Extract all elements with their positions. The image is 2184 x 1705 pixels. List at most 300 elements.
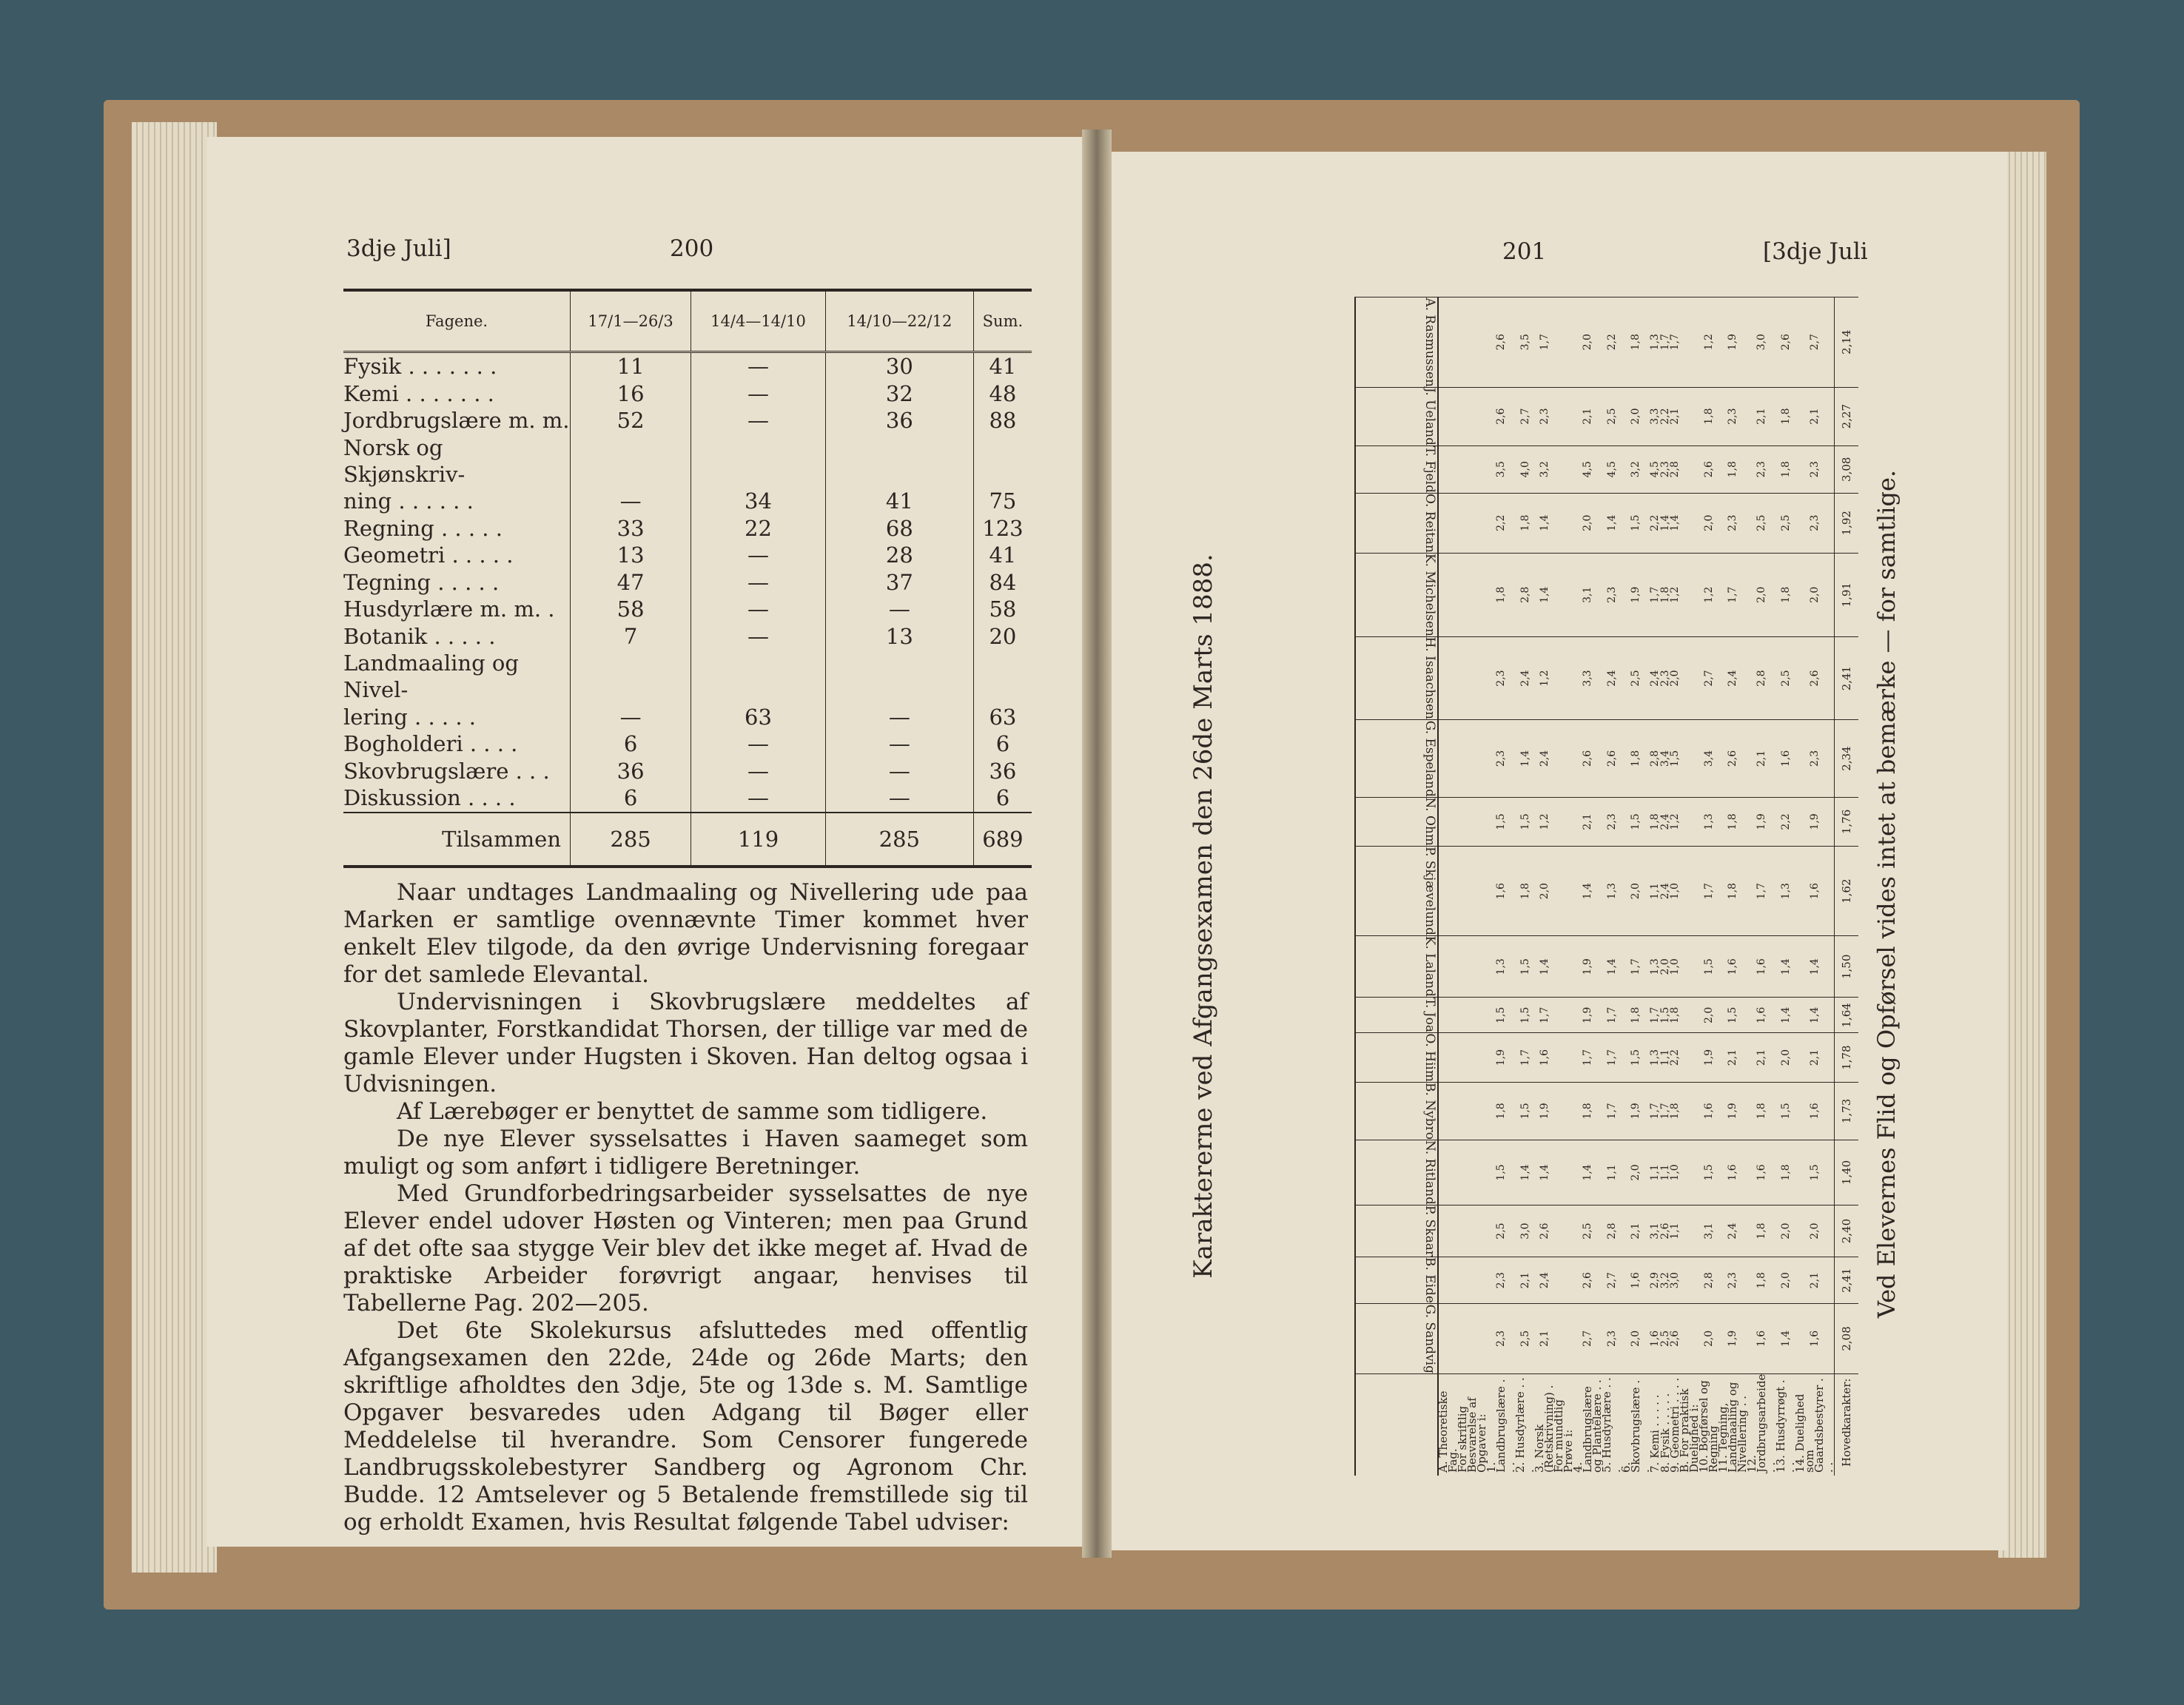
grade-cell: 2,1 bbox=[1747, 387, 1776, 445]
grade-cell: 1,5 bbox=[1776, 1082, 1795, 1140]
grade-cell: 1,8 bbox=[1622, 720, 1650, 797]
hours-cell: 7 bbox=[571, 623, 691, 650]
grade-cell: 2,3 bbox=[1535, 387, 1554, 445]
grade-cell: 1,7 bbox=[1650, 998, 1660, 1033]
hours-cell: — bbox=[691, 596, 826, 623]
main-grade-cell: 2,40 bbox=[1835, 1205, 1859, 1257]
grade-cell: 1,1 bbox=[1650, 847, 1660, 936]
grade-cell bbox=[1680, 636, 1699, 720]
hours-cell: — bbox=[825, 758, 973, 785]
grade-row bbox=[1487, 297, 1516, 1476]
grade-cell: 1,4 bbox=[1602, 493, 1622, 553]
grade-cell: 2,5 bbox=[1573, 1205, 1602, 1257]
grade-cell: 1,2 bbox=[1670, 553, 1680, 636]
body-text bbox=[343, 879, 1028, 1536]
grade-cell: 4,5 bbox=[1602, 445, 1622, 493]
hours-cell: 16 bbox=[571, 380, 691, 408]
total-cell: 285 bbox=[825, 813, 973, 867]
grade-cell: 1,1 bbox=[1660, 1033, 1670, 1083]
grade-cell: 1,9 bbox=[1795, 797, 1835, 847]
hours-cell: 48 bbox=[973, 380, 1032, 408]
grade-cell bbox=[1438, 720, 1458, 797]
grade-cell: 2,0 bbox=[1776, 1257, 1795, 1304]
grade-cell bbox=[1554, 797, 1573, 847]
hours-cell bbox=[691, 434, 826, 488]
hours-cell: 63 bbox=[973, 703, 1032, 730]
grade-cell: 1,9 bbox=[1573, 998, 1602, 1033]
grade-cell: 2,3 bbox=[1487, 720, 1516, 797]
grade-cell: 1,0 bbox=[1670, 847, 1680, 936]
running-header-left: 3dje Juli] bbox=[346, 235, 451, 262]
grade-cell bbox=[1438, 1304, 1458, 1373]
grade-cell bbox=[1458, 1033, 1487, 1083]
student-name-text: P. Skjævelund bbox=[1422, 847, 1437, 936]
grade-cell: 2,3 bbox=[1602, 553, 1622, 636]
paragraph: Undervisningen i Skovbrugslære meddeltes af Skovplanter, Forstkandidat Thorsen, der tillige var med de gamle Elever under Hugsten i Skoven. Han deltog ogsaa i Udvisningen. bbox=[343, 989, 1028, 1097]
col-header-subject: Fagene. bbox=[343, 290, 571, 352]
grade-cell: 1,7 bbox=[1602, 1082, 1622, 1140]
paragraph: Det 6te Skolekursus afsluttedes med offentlig Afgangsexamen den 22de, 24de og 26de Marts; den skriftlige afholdtes den 3dje, 5te og 13de s. M. Samtlige Opgaver besvaredes uden Adgang til Bøger eller Meddelelse til hverandre. Som Censorer fungerede Landbrugsskolebestyrer Sandberg og Agronom Chr. Budde. 12 Amtselever og 5 Betalende fremstillede sig til og erholdt Examen, hvis Resultat følgende Tabel udviser: bbox=[343, 1317, 1028, 1536]
grade-cell: 1,4 bbox=[1795, 998, 1835, 1033]
grade-cell bbox=[1438, 847, 1458, 936]
grade-cell: 2,3 bbox=[1487, 1257, 1516, 1304]
hours-cell bbox=[825, 434, 973, 488]
grade-cell bbox=[1458, 1140, 1487, 1205]
hours-cell: — bbox=[825, 703, 973, 730]
grade-cell: 3,4 bbox=[1699, 720, 1718, 797]
grade-cell: 2,8 bbox=[1516, 553, 1535, 636]
grade-cell: 2,3 bbox=[1795, 720, 1835, 797]
grade-cell: 1,6 bbox=[1795, 1082, 1835, 1140]
grade-cell: 2,0 bbox=[1535, 847, 1554, 936]
main-grade-cell: 1,62 bbox=[1835, 847, 1859, 936]
table-row bbox=[343, 380, 1032, 408]
table-row bbox=[343, 623, 1032, 650]
grade-cell: 1,8 bbox=[1670, 998, 1680, 1033]
grade-cell: 4,5 bbox=[1573, 445, 1602, 493]
subject-cell: Diskussion . . . . bbox=[343, 785, 516, 811]
hours-cell: 20 bbox=[973, 623, 1032, 650]
grade-cell bbox=[1458, 387, 1487, 445]
grade-row-label: 6. Skovbrugslære . . bbox=[1622, 1373, 1650, 1476]
page-number-right: 201 bbox=[1502, 238, 1547, 265]
grade-row bbox=[1535, 297, 1554, 1476]
grade-cell: 1,8 bbox=[1650, 797, 1660, 847]
grade-cell: 2,3 bbox=[1487, 636, 1516, 720]
total-row bbox=[343, 813, 1032, 867]
hours-cell: 58 bbox=[571, 596, 691, 623]
grade-cell bbox=[1438, 998, 1458, 1033]
running-header-right: [3dje Juli bbox=[1763, 238, 1868, 265]
grade-cell: 4,0 bbox=[1516, 445, 1535, 493]
grade-cell: 2,7 bbox=[1602, 1257, 1622, 1304]
grade-cell: 1,7 bbox=[1650, 553, 1660, 636]
grade-cell bbox=[1680, 720, 1699, 797]
grade-cell: 2,0 bbox=[1699, 493, 1718, 553]
grade-cell bbox=[1438, 1033, 1458, 1083]
grade-cell: 2,6 bbox=[1487, 387, 1516, 445]
grade-cell bbox=[1554, 1205, 1573, 1257]
rotated-grades-block bbox=[1184, 287, 1924, 1486]
grade-cell: 1,5 bbox=[1670, 720, 1680, 797]
grade-cell: 2,1 bbox=[1747, 1033, 1776, 1083]
grade-cell: 2,1 bbox=[1747, 720, 1776, 797]
grade-cell: 1,8 bbox=[1776, 1140, 1795, 1205]
hours-cell bbox=[571, 434, 691, 488]
col-header-sum: Sum. bbox=[973, 290, 1032, 352]
grade-cell: 1,6 bbox=[1776, 720, 1795, 797]
grade-cell: 1,5 bbox=[1699, 1140, 1718, 1205]
grade-cell: 1,8 bbox=[1747, 1205, 1776, 1257]
grade-cell bbox=[1554, 847, 1573, 936]
student-name bbox=[1355, 936, 1438, 998]
grade-cell: 1,7 bbox=[1650, 1082, 1660, 1140]
grade-cell: 2,0 bbox=[1660, 936, 1670, 998]
hours-cell: — bbox=[691, 758, 826, 785]
grade-cell: 1,8 bbox=[1516, 493, 1535, 553]
hours-cell: — bbox=[691, 380, 826, 408]
grade-cell: 1,8 bbox=[1718, 445, 1747, 493]
grade-cell: 1,4 bbox=[1602, 936, 1622, 998]
grade-cell: 1,3 bbox=[1602, 847, 1622, 936]
grade-cell: 2,4 bbox=[1535, 720, 1554, 797]
table-row bbox=[343, 542, 1032, 569]
grade-cell: 1,6 bbox=[1699, 1082, 1718, 1140]
grade-row bbox=[1795, 297, 1835, 1476]
subject-cell: Husdyrlære m. m. . bbox=[343, 596, 555, 622]
grade-row-label: 13. Husdyrrøgt . . . bbox=[1776, 1373, 1795, 1476]
grade-row bbox=[1554, 297, 1573, 1476]
student-name bbox=[1355, 1257, 1438, 1304]
student-name bbox=[1355, 297, 1438, 387]
grade-cell: 1,4 bbox=[1535, 553, 1554, 636]
grade-cell: 2,6 bbox=[1660, 1205, 1670, 1257]
grade-cell bbox=[1680, 1257, 1699, 1304]
grade-row-label: B. For praktisk Duelighed i: bbox=[1680, 1373, 1699, 1476]
grade-cell: 2,6 bbox=[1535, 1205, 1554, 1257]
grade-row-label: 8. Fysik . . . . . bbox=[1660, 1373, 1670, 1476]
grade-cell: 2,0 bbox=[1699, 998, 1718, 1033]
table-row bbox=[343, 488, 1032, 515]
student-name bbox=[1355, 1033, 1438, 1083]
grade-cell: 2,2 bbox=[1776, 797, 1795, 847]
grade-cell: 1,2 bbox=[1699, 297, 1718, 387]
grade-cell: 1,6 bbox=[1747, 1140, 1776, 1205]
hours-cell: 52 bbox=[571, 407, 691, 434]
grade-cell bbox=[1680, 445, 1699, 493]
grade-cell: 1,8 bbox=[1699, 387, 1718, 445]
grade-cell: 2,5 bbox=[1660, 1304, 1670, 1373]
grade-cell: 2,3 bbox=[1795, 445, 1835, 493]
grade-cell: 1,5 bbox=[1622, 1033, 1650, 1083]
grade-cell: 2,1 bbox=[1795, 387, 1835, 445]
grade-cell bbox=[1680, 1082, 1699, 1140]
hours-cell: 41 bbox=[973, 542, 1032, 569]
hours-cell: 6 bbox=[571, 784, 691, 813]
grades-footnote: Ved Elevernes Flid og Opførsel vides intet at bemærke — for samtlige. bbox=[1872, 469, 1901, 1319]
grade-cell: 1,7 bbox=[1535, 297, 1554, 387]
grade-cell: 1,8 bbox=[1487, 1082, 1516, 1140]
grade-cell: 2,0 bbox=[1622, 387, 1650, 445]
grade-cell: 1,5 bbox=[1487, 797, 1516, 847]
grade-cell: 2,7 bbox=[1699, 636, 1718, 720]
grade-cell: 1,3 bbox=[1650, 297, 1660, 387]
grades-table bbox=[1354, 297, 1858, 1476]
grade-cell: 1,7 bbox=[1535, 998, 1554, 1033]
grade-cell: 1,8 bbox=[1747, 1257, 1776, 1304]
student-name bbox=[1355, 998, 1438, 1033]
grade-cell: 1,2 bbox=[1535, 636, 1554, 720]
grade-cell: 1,4 bbox=[1535, 936, 1554, 998]
grade-cell: 2,8 bbox=[1602, 1205, 1622, 1257]
grade-cell: 1,8 bbox=[1660, 553, 1670, 636]
student-name-text: B. Nybro bbox=[1422, 1082, 1437, 1140]
grade-cell: 3,1 bbox=[1573, 553, 1602, 636]
grade-cell: 1,8 bbox=[1670, 1082, 1680, 1140]
grade-row-label: 3. Norsk (Retskrivning) . bbox=[1535, 1373, 1554, 1476]
table-row bbox=[343, 703, 1032, 730]
grade-cell: 1,6 bbox=[1718, 936, 1747, 998]
grade-cell: 2,2 bbox=[1660, 387, 1670, 445]
hours-cell: 6 bbox=[973, 730, 1032, 758]
hours-cell: — bbox=[825, 784, 973, 813]
grade-cell: 1,6 bbox=[1718, 1140, 1747, 1205]
grade-row-label: For skriftlig Besvarelse af Opgaver i: bbox=[1458, 1373, 1487, 1476]
student-name-text: G. Espeland bbox=[1422, 720, 1437, 797]
grade-cell: 2,2 bbox=[1650, 493, 1660, 553]
grade-cell: 1,7 bbox=[1622, 936, 1650, 998]
grade-cell bbox=[1554, 387, 1573, 445]
grade-cell bbox=[1438, 297, 1458, 387]
grade-row bbox=[1438, 297, 1458, 1476]
grade-cell: 1,5 bbox=[1487, 1140, 1516, 1205]
subject-cell: Norsk og Skjønskriv- bbox=[343, 434, 466, 487]
student-name-text: G. Sandvig bbox=[1422, 1304, 1437, 1373]
col-header-period-2: 14/4—14/10 bbox=[691, 290, 826, 352]
grade-cell bbox=[1438, 387, 1458, 445]
hours-cell: 32 bbox=[825, 380, 973, 408]
grade-cell: 2,0 bbox=[1776, 1033, 1795, 1083]
hours-cell: 47 bbox=[571, 569, 691, 596]
grade-cell: 2,6 bbox=[1487, 297, 1516, 387]
hours-cell: — bbox=[691, 569, 826, 596]
main-grade-cell: 2,14 bbox=[1835, 297, 1859, 387]
grade-cell bbox=[1458, 493, 1487, 553]
table-row bbox=[343, 352, 1032, 380]
grade-row-label: A. Theoretiske Fag. bbox=[1438, 1373, 1458, 1476]
grade-cell: 1,4 bbox=[1660, 493, 1670, 553]
grade-cell: 2,3 bbox=[1487, 1304, 1516, 1373]
grade-cell: 1,1 bbox=[1670, 1205, 1680, 1257]
student-name bbox=[1355, 847, 1438, 936]
main-grade-cell: 2,41 bbox=[1835, 1257, 1859, 1304]
student-name bbox=[1355, 1140, 1438, 1205]
hours-cell: 63 bbox=[691, 703, 826, 730]
main-grade-cell: 1,76 bbox=[1835, 797, 1859, 847]
student-name-text: O. Hiim bbox=[1422, 1033, 1437, 1082]
grade-cell: 2,1 bbox=[1573, 797, 1602, 847]
grade-cell bbox=[1554, 1082, 1573, 1140]
grade-cell bbox=[1458, 797, 1487, 847]
grade-cell bbox=[1554, 936, 1573, 998]
grade-cell: 2,2 bbox=[1487, 493, 1516, 553]
grade-cell: 2,1 bbox=[1516, 1257, 1535, 1304]
grade-cell: 2,3 bbox=[1602, 1304, 1622, 1373]
book-gutter bbox=[1082, 130, 1112, 1558]
grade-row-label: 5. Husdyrlære . . . bbox=[1602, 1373, 1622, 1476]
grade-cell bbox=[1458, 1205, 1487, 1257]
grade-cell: 2,5 bbox=[1516, 1304, 1535, 1373]
grade-cell: 1,4 bbox=[1573, 847, 1602, 936]
paragraph: Naar undtages Landmaaling og Nivellering ude paa Marken er samtlige ovennævnte Timer kommet hver enkelt Elev tilgode, da den øvrige Undervisning foregaar for det samlede Elevantal. bbox=[343, 879, 1028, 988]
hours-cell: 33 bbox=[571, 514, 691, 542]
grade-cell: 2,3 bbox=[1718, 1257, 1747, 1304]
grade-cell bbox=[1680, 297, 1699, 387]
grade-cell: 1,9 bbox=[1747, 797, 1776, 847]
grade-cell: 3,1 bbox=[1650, 1205, 1660, 1257]
grade-row bbox=[1516, 297, 1535, 1476]
subject-cell: Skovbrugslære . . . bbox=[343, 758, 550, 784]
grade-cell: 2,4 bbox=[1602, 636, 1622, 720]
grade-cell bbox=[1438, 1140, 1458, 1205]
grade-cell: 2,5 bbox=[1776, 493, 1795, 553]
main-grade-label: Hovedkarakter: bbox=[1835, 1373, 1859, 1476]
page-number-left: 200 bbox=[670, 235, 714, 262]
grade-cell: 1,7 bbox=[1699, 847, 1718, 936]
grade-cell: 2,5 bbox=[1602, 387, 1622, 445]
hours-cell bbox=[691, 650, 826, 703]
student-name bbox=[1355, 1205, 1438, 1257]
grade-row-label: 14. Duelighed som Gaardsbestyrer . . . bbox=[1795, 1373, 1835, 1476]
main-grade-cell: 2,08 bbox=[1835, 1304, 1859, 1373]
hours-cell: 28 bbox=[825, 542, 973, 569]
grade-row bbox=[1670, 297, 1680, 1476]
grade-cell: 3,1 bbox=[1699, 1205, 1718, 1257]
total-cell: 285 bbox=[571, 813, 691, 867]
grade-cell: 1,9 bbox=[1718, 1082, 1747, 1140]
grade-cell bbox=[1458, 297, 1487, 387]
grade-cell bbox=[1458, 553, 1487, 636]
hours-cell bbox=[973, 650, 1032, 703]
grade-cell: 2,6 bbox=[1718, 720, 1747, 797]
grade-cell: 2,1 bbox=[1535, 1304, 1554, 1373]
grade-cell: 1,8 bbox=[1487, 553, 1516, 636]
grade-cell: 1,3 bbox=[1699, 797, 1718, 847]
main-grade-cell: 1,78 bbox=[1835, 1033, 1859, 1083]
grade-cell: 1,7 bbox=[1602, 998, 1622, 1033]
grade-cell: 1,9 bbox=[1718, 1304, 1747, 1373]
grade-cell: 1,5 bbox=[1516, 998, 1535, 1033]
hours-cell: — bbox=[825, 596, 973, 623]
hours-cell: 13 bbox=[825, 623, 973, 650]
grade-cell: 2,4 bbox=[1516, 636, 1535, 720]
grade-cell bbox=[1554, 998, 1573, 1033]
subject-cell: lering . . . . . bbox=[343, 704, 476, 730]
grade-cell: 2,7 bbox=[1516, 387, 1535, 445]
grade-cell: 1,5 bbox=[1516, 936, 1535, 998]
grade-cell: 1,8 bbox=[1516, 847, 1535, 936]
grade-cell: 2,6 bbox=[1670, 1304, 1680, 1373]
grade-cell: 1,9 bbox=[1573, 936, 1602, 998]
grade-cell bbox=[1438, 1257, 1458, 1304]
grade-cell: 2,3 bbox=[1660, 636, 1670, 720]
main-grade-cell: 2,41 bbox=[1835, 636, 1859, 720]
grade-cell: 1,5 bbox=[1718, 998, 1747, 1033]
total-label: Tilsammen bbox=[343, 813, 571, 867]
hours-cell: 41 bbox=[973, 352, 1032, 380]
hours-cell: 13 bbox=[571, 542, 691, 569]
grade-cell: 1,8 bbox=[1776, 387, 1795, 445]
grade-cell: 1,1 bbox=[1650, 1140, 1660, 1205]
grade-cell: 2,1 bbox=[1795, 1257, 1835, 1304]
table-row bbox=[343, 407, 1032, 434]
student-name-text: T. Joa bbox=[1422, 998, 1437, 1033]
grade-cell: 2,0 bbox=[1795, 553, 1835, 636]
hours-cell: — bbox=[691, 784, 826, 813]
grade-cell: 1,6 bbox=[1747, 998, 1776, 1033]
grade-cell: 1,6 bbox=[1650, 1304, 1660, 1373]
table-row bbox=[343, 569, 1032, 596]
hours-cell: — bbox=[691, 730, 826, 758]
grade-cell: 2,1 bbox=[1622, 1205, 1650, 1257]
hours-cell: — bbox=[691, 542, 826, 569]
grade-cell: 1,4 bbox=[1573, 1140, 1602, 1205]
grade-cell bbox=[1438, 636, 1458, 720]
grade-cell: 2,0 bbox=[1573, 493, 1602, 553]
grade-cell: 1,5 bbox=[1487, 998, 1516, 1033]
grade-cell bbox=[1554, 553, 1573, 636]
grade-cell bbox=[1458, 636, 1487, 720]
grade-cell: 2,4 bbox=[1718, 636, 1747, 720]
student-name-text: K. Laland bbox=[1422, 936, 1437, 998]
grade-cell: 3,0 bbox=[1670, 1257, 1680, 1304]
grade-cell: 1,9 bbox=[1622, 1082, 1650, 1140]
grade-cell bbox=[1554, 297, 1573, 387]
grade-cell: 1,8 bbox=[1776, 445, 1795, 493]
student-name bbox=[1355, 445, 1438, 493]
hours-cell bbox=[825, 650, 973, 703]
grade-cell: 1,4 bbox=[1535, 1140, 1554, 1205]
grade-cell: 1,7 bbox=[1660, 297, 1670, 387]
grade-cell bbox=[1458, 1304, 1487, 1373]
grade-cell: 1,4 bbox=[1670, 493, 1680, 553]
table-row bbox=[343, 596, 1032, 623]
hours-cell: 58 bbox=[973, 596, 1032, 623]
grade-cell: 1,7 bbox=[1747, 847, 1776, 936]
grade-cell: 2,0 bbox=[1622, 1304, 1650, 1373]
grade-cell: 1,9 bbox=[1487, 1033, 1516, 1083]
grade-cell bbox=[1554, 445, 1573, 493]
grade-row-label: 10. Bogførsel og Regning bbox=[1699, 1373, 1718, 1476]
grade-cell: 1,5 bbox=[1622, 493, 1650, 553]
student-name bbox=[1355, 797, 1438, 847]
table-row bbox=[343, 730, 1032, 758]
student-name bbox=[1355, 1082, 1438, 1140]
grade-cell: 1,5 bbox=[1660, 998, 1670, 1033]
grade-cell: 2,5 bbox=[1747, 493, 1776, 553]
main-grade-cell: 1,92 bbox=[1835, 493, 1859, 553]
grade-cell: 1,8 bbox=[1573, 1082, 1602, 1140]
grade-cell: 3,0 bbox=[1747, 297, 1776, 387]
grade-cell: 1,8 bbox=[1747, 1082, 1776, 1140]
grade-cell: 3,0 bbox=[1516, 1205, 1535, 1257]
grade-cell: 2,0 bbox=[1622, 1140, 1650, 1205]
grade-cell: 1,5 bbox=[1516, 1082, 1535, 1140]
main-grade-cell: 2,27 bbox=[1835, 387, 1859, 445]
grade-cell: 1,4 bbox=[1516, 1140, 1535, 1205]
grade-row-label: 12. Jordbrugsarbeide . . bbox=[1747, 1373, 1776, 1476]
table-row bbox=[343, 650, 1032, 703]
